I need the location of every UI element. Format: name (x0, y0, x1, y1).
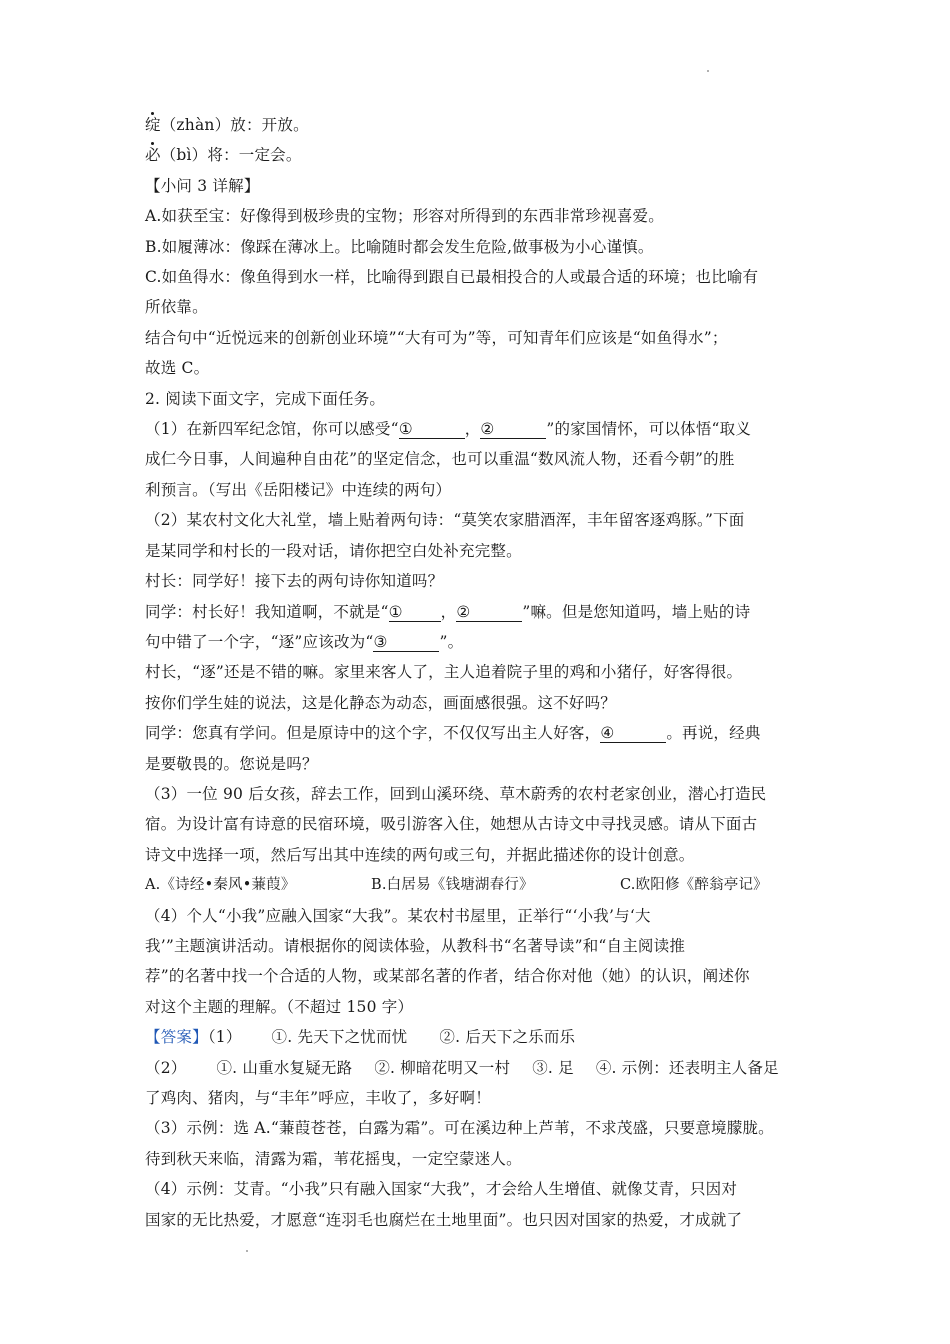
blank-2: ② (480, 420, 546, 439)
task2-p2-line2: 是某同学和村长的一段对话，请你把空白处补充完整。 (145, 541, 522, 560)
blank-3: ③ (373, 633, 439, 652)
blank-2: ② (456, 603, 522, 622)
blank-1: ① (389, 603, 441, 622)
q3-option-c-cont: 所依靠。 (145, 298, 208, 317)
answer-line-7: 国家的无比热爱，才愿意“连羽毛也腐烂在土地里面”。也只因对国家的热爱，才成就了 (145, 1210, 743, 1229)
dialog-line-2: 同学：村长好！我知道啊，不就是“① ，② ”嘛。但是您知道吗，墙上贴的诗 (145, 602, 751, 621)
option-c: C.欧阳修《醉翁亭记》 (620, 877, 768, 894)
answer-line-3: 了鸡肉、猪肉，与“丰年”呼应，丰收了，多好啊！ (145, 1089, 491, 1107)
note-zhan: 绽（zhàn）放：开放。 (145, 110, 825, 140)
task2-p3-line3: 诗文中选择一项，然后写出其中连续的两句或三句，并据此描述你的设计创意。 (145, 845, 695, 864)
answer-line-5: 待到秋天来临，清露为霜，苇花摇曳，一定空蒙迷人。 (145, 1149, 522, 1168)
dialog-line-6: 同学：您真有学问。但是原诗中的这个字，不仅仅写出主人好客，④ 。再说，经典 (145, 724, 761, 743)
q3-option-c: C.如鱼得水：像鱼得到水一样，比喻得到跟自已最相投合的人或最合适的环境；也比喻有 (145, 268, 759, 287)
task2-p4-line4: 对这个主题的理解。（不超过 150 字） (145, 997, 414, 1016)
dialog-line-7: 是要敬畏的。您说是吗？ (145, 754, 318, 773)
note-bi: 必（bì）将：一定会。 (145, 140, 825, 170)
answer-line-1: 【答案】（1） ①. 先天下之忧而忧 ②. 后天下之乐而乐 (145, 1028, 576, 1047)
blank-1: ① (399, 420, 465, 439)
task2-p3-line1: （3）一位 90 后女孩，辞去工作，回到山溪环绕、草木蔚秀的农村老家创业，潜心打造民 (145, 784, 767, 803)
task2-p1-line1: （1）在新四军纪念馆，你可以感受“① ，② ”的家国情怀，可以体悟“取义 (145, 420, 752, 439)
task2-p4-line2: 我’”主题演讲活动。请根据你的阅读体验，从教科书“名著导读”和“自主阅读推 (145, 936, 686, 955)
task2-p1-line3: 利预言。（写出《岳阳楼记》中连续的两句） (145, 480, 452, 499)
emphasized-char: 绽 (145, 110, 161, 140)
page-corner-mark (707, 70, 709, 72)
q3-option-a: A.如获至宝：好像得到极珍贵的宝物；形容对所得到的东西非常珍视喜爱。 (145, 207, 664, 226)
q3-heading: 【小问 3 详解】 (145, 176, 260, 195)
task2-options (145, 870, 825, 900)
answer-line-2: （2） ①. 山重水复疑无路 ②. 柳暗花明又一村 ③. 足 ④. 示例：还表明主人备足 (145, 1058, 779, 1077)
task2-p4-line1: （4）个人“小我”应融入国家“大我”。某农村书屋里，正举行“‘小我’与‘大 (145, 906, 651, 925)
option-a: A.《诗经•秦风•蒹葭》 (145, 877, 296, 894)
option-b: B.白居易《钱塘湖春行》 (371, 877, 534, 894)
document-body (145, 110, 825, 1235)
q3-choice: 故选 C。 (145, 359, 210, 378)
task2-p2-line1: （2）某农村文化大礼堂，墙上贴着两句诗：“莫笑农家腊酒浑，丰年留客逐鸡豚。”下面 (145, 511, 745, 530)
page-bottom-mark (246, 1250, 248, 1252)
q3-conclusion: 结合句中“近悦远来的创新创业环境”“大有可为”等，可知青年们应该是“如鱼得水”； (145, 328, 728, 347)
answer-line-4: （3）示例：选 A.“蒹葭苍苍，白露为霜”。可在溪边种上芦苇，不求茂盛，只要意境朦胧。 (145, 1119, 774, 1138)
emphasized-char: 必 (145, 140, 161, 170)
task2-p4-line3: 荐”的名著中找一个合适的人物，或某部名著的作者，结合你对他（她）的认识，阐述你 (145, 967, 750, 986)
dialog-line-5: 按你们学生娃的说法，这是化静态为动态，画面感很强。这不好吗？ (145, 693, 617, 712)
q3-option-b: B.如履薄冰：像踩在薄冰上。比喻随时都会发生危险,做事极为小心谨慎。 (145, 237, 654, 256)
answer-tag: 【答案】 (145, 1028, 208, 1047)
task2-p3-line2: 宿。为设计富有诗意的民宿环境，吸引游客入住，她想从古诗文中寻找灵感。请从下面古 (145, 815, 758, 834)
dialog-line-4: 村长，“逐”还是不错的嘛。家里来客人了，主人追着院子里的鸡和小猪仔，好客得很。 (145, 663, 743, 682)
blank-4: ④ (600, 724, 666, 743)
dialog-line-3: 句中错了一个字，“逐”应该改为“③ ”。 (145, 632, 464, 651)
task2-title: 2. 阅读下面文字，完成下面任务。 (145, 389, 386, 408)
answer-line-6: （4）示例：艾青。“小我”只有融入国家“大我”，才会给人生增值、就像艾青，只因对 (145, 1180, 738, 1199)
task2-p1-line2: 成仁今日事，人间遍种自由花”的坚定信念，也可以重温“数风流人物，还看今朝”的胜 (145, 450, 735, 469)
dialog-line-1: 村长：同学好！接下去的两句诗你知道吗？ (145, 572, 444, 591)
